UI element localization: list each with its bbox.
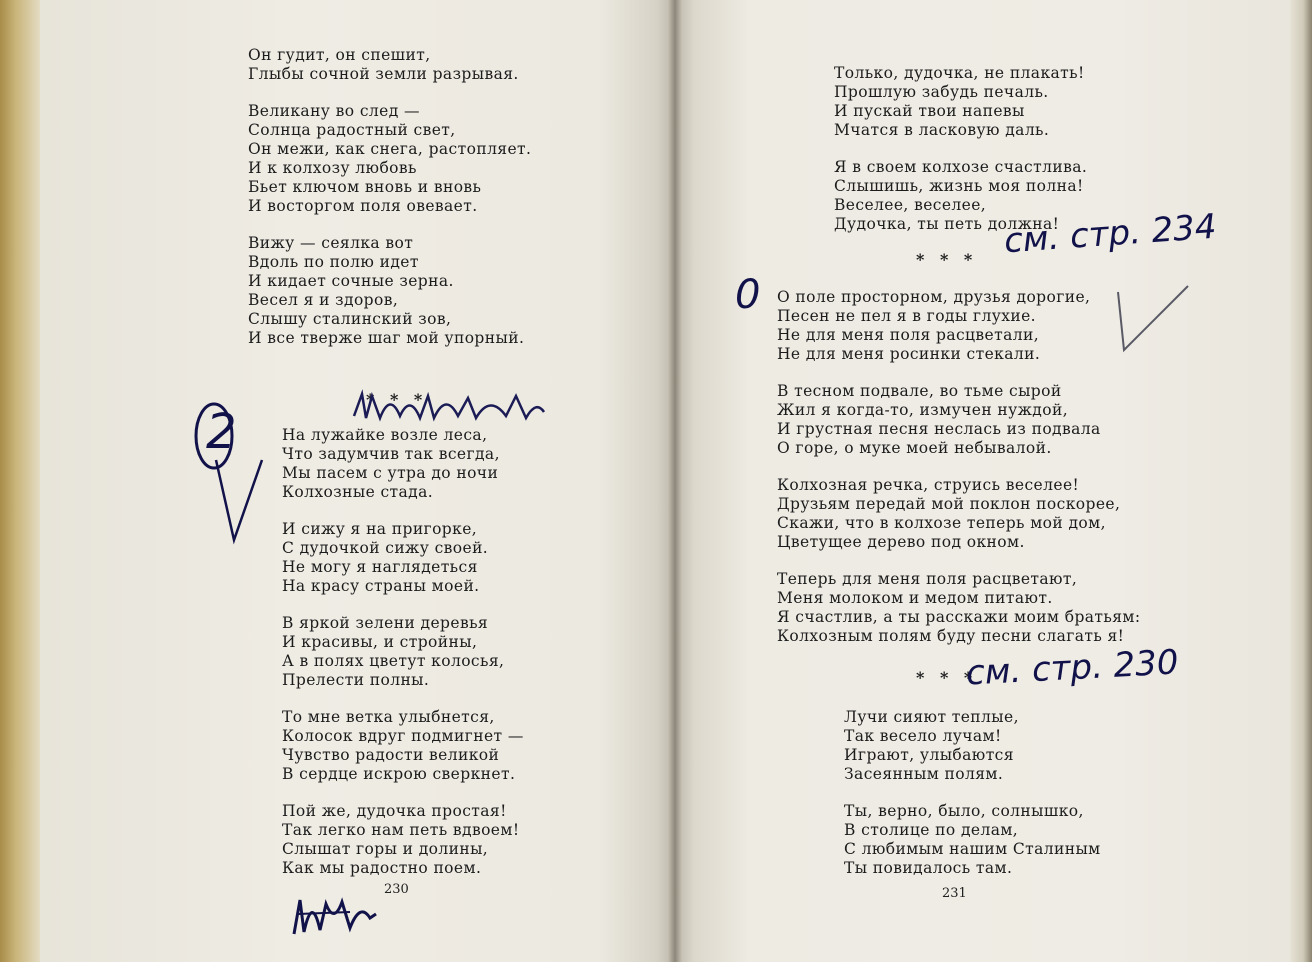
handwritten-page-reference: см. стр. 234 — [1002, 206, 1218, 262]
verse-line: Меня молоком и медом питают. — [777, 589, 1053, 607]
verse-line: То мне ветка улыбнется, — [282, 708, 495, 726]
verse-line: Весел я и здоров, — [248, 291, 399, 309]
verse-line: Не для меня поля расцветали, — [777, 326, 1040, 344]
verse-line: Ты повидалось там. — [844, 859, 1013, 877]
verse-line: Жил я когда-то, измучен нуждой, — [777, 401, 1069, 419]
handwritten-scribble — [350, 388, 550, 428]
verse-line: Не для меня росинки стекали. — [777, 345, 1041, 363]
right-poem-2 — [844, 708, 1101, 878]
verse-line: И грустная песня неслась из подвала — [777, 420, 1101, 438]
book-edge-left — [0, 0, 40, 962]
verse-line: Песен не пел я в годы глухие. — [777, 307, 1036, 325]
verse-line: Так легко нам петь вдвоем! — [282, 821, 520, 839]
verse-line: Вдоль по полю идет — [248, 253, 419, 271]
verse-line: Засеянным полям. — [844, 765, 1004, 783]
page-number-right: 231 — [942, 886, 967, 901]
verse-line: С дудочкой сижу своей. — [282, 539, 489, 557]
verse-line: И пускай твои напевы — [834, 102, 1025, 120]
verse-line: Слышишь, жизнь моя полна! — [834, 177, 1084, 195]
left-poem — [282, 426, 524, 878]
verse-line: Как мы радостно поем. — [282, 859, 482, 877]
book-edge-right — [1290, 0, 1312, 962]
verse-line: И восторгом поля овевает. — [248, 197, 478, 215]
verse-line: В столице по делам, — [844, 821, 1019, 839]
verse-line: О поле просторном, друзья дорогие, — [777, 288, 1091, 306]
verse-line: И все тверже шаг мой упорный. — [248, 329, 525, 347]
verse-line: Не могу я наглядеться — [282, 558, 478, 576]
verse-line: А в полях цветут колосья, — [282, 652, 505, 670]
verse-line: Он межи, как снега, растопляет. — [248, 140, 532, 158]
verse-line: Я в своем колхозе счастлива. — [834, 158, 1088, 176]
verse-line: В тесном подвале, во тьме сырой — [777, 382, 1062, 400]
verse-line: Пой же, дудочка простая! — [282, 802, 507, 820]
handwritten-checkmark — [1112, 282, 1192, 362]
verse-line: Солнца радостный свет, — [248, 121, 456, 139]
verse-line: Мчатся в ласковую даль. — [834, 121, 1050, 139]
handwritten-zero-mark: 0 — [735, 272, 761, 318]
verse-line: Я счастлив, а ты расскажи моим братьям: — [777, 608, 1141, 626]
verse-line: Веселее, веселее, — [834, 196, 987, 214]
verse-line: Прошлую забудь печаль. — [834, 83, 1049, 101]
verse-line: Чувство радости великой — [282, 746, 500, 764]
verse-line: В яркой зелени деревья — [282, 614, 489, 632]
right-poem-1 — [777, 288, 1140, 646]
verse-line: И кидает сочные зерна. — [248, 272, 454, 290]
handwritten-circled-number: 2 — [206, 404, 237, 460]
verse-line: Дудочка, ты петь должна! — [834, 215, 1060, 233]
verse-line: Теперь для меня поля расцветают, — [777, 570, 1078, 588]
verse-line: Прелести полны. — [282, 671, 430, 689]
verse-line: О горе, о муке моей небывалой. — [777, 439, 1052, 457]
verse-line: Скажи, что в колхозе теперь мой дом, — [777, 514, 1106, 532]
book-gutter — [668, 0, 682, 962]
verse-line: И к колхозу любовь — [248, 159, 417, 177]
page-number-left: 230 — [384, 882, 409, 897]
section-divider-stars: * * * — [916, 668, 978, 687]
verse-line: На лужайке возле леса, — [282, 426, 488, 444]
verse-line: Цветущее дерево под окном. — [777, 533, 1025, 551]
verse-line: Друзьям передай мой поклон поскорее, — [777, 495, 1121, 513]
verse-line: Колосок вдруг подмигнет — — [282, 727, 524, 745]
verse-line: Бьет ключом вновь и вновь — [248, 178, 482, 196]
verse-line: Великану во след — — [248, 102, 420, 120]
verse-line: Так весело лучам! — [844, 727, 1002, 745]
left-top-stanzas — [248, 46, 531, 348]
verse-line: В сердце искрою сверкнет. — [282, 765, 516, 783]
handwritten-circle-checkmark — [194, 400, 274, 550]
verse-line: Мы пасем с утра до ночи — [282, 464, 499, 482]
verse-line: Слышат горы и долины, — [282, 840, 489, 858]
verse-line: Он гудит, он спешит, — [248, 46, 431, 64]
verse-line: Только, дудочка, не плакать! — [834, 64, 1085, 82]
section-divider-stars: * * * — [916, 250, 978, 269]
verse-line: Колхозные стада. — [282, 483, 434, 501]
verse-line: С любимым нашим Сталиным — [844, 840, 1101, 858]
handwritten-page-reference: см. стр. 230 — [965, 642, 1180, 694]
right-top-stanzas — [834, 64, 1087, 234]
verse-line: Играют, улыбаются — [844, 746, 1014, 764]
verse-line: Глыбы сочной земли разрывая. — [248, 65, 519, 83]
verse-line: Колхозным полям буду песни слагать я! — [777, 627, 1125, 645]
section-divider-stars: * * * — [366, 390, 428, 409]
verse-line: И красивы, и стройны, — [282, 633, 478, 651]
verse-line: Ты, верно, было, солнышко, — [844, 802, 1084, 820]
verse-line: И сижу я на пригорке, — [282, 520, 478, 538]
verse-line: Вижу — сеялка вот — [248, 234, 414, 252]
verse-line: Колхозная речка, струись веселее! — [777, 476, 1080, 494]
verse-line: Слышу сталинский зов, — [248, 310, 452, 328]
verse-line: Что задумчив так всегда, — [282, 445, 500, 463]
handwritten-signature — [290, 884, 380, 944]
verse-line: Лучи сияют теплые, — [844, 708, 1019, 726]
verse-line: На красу страны моей. — [282, 577, 480, 595]
